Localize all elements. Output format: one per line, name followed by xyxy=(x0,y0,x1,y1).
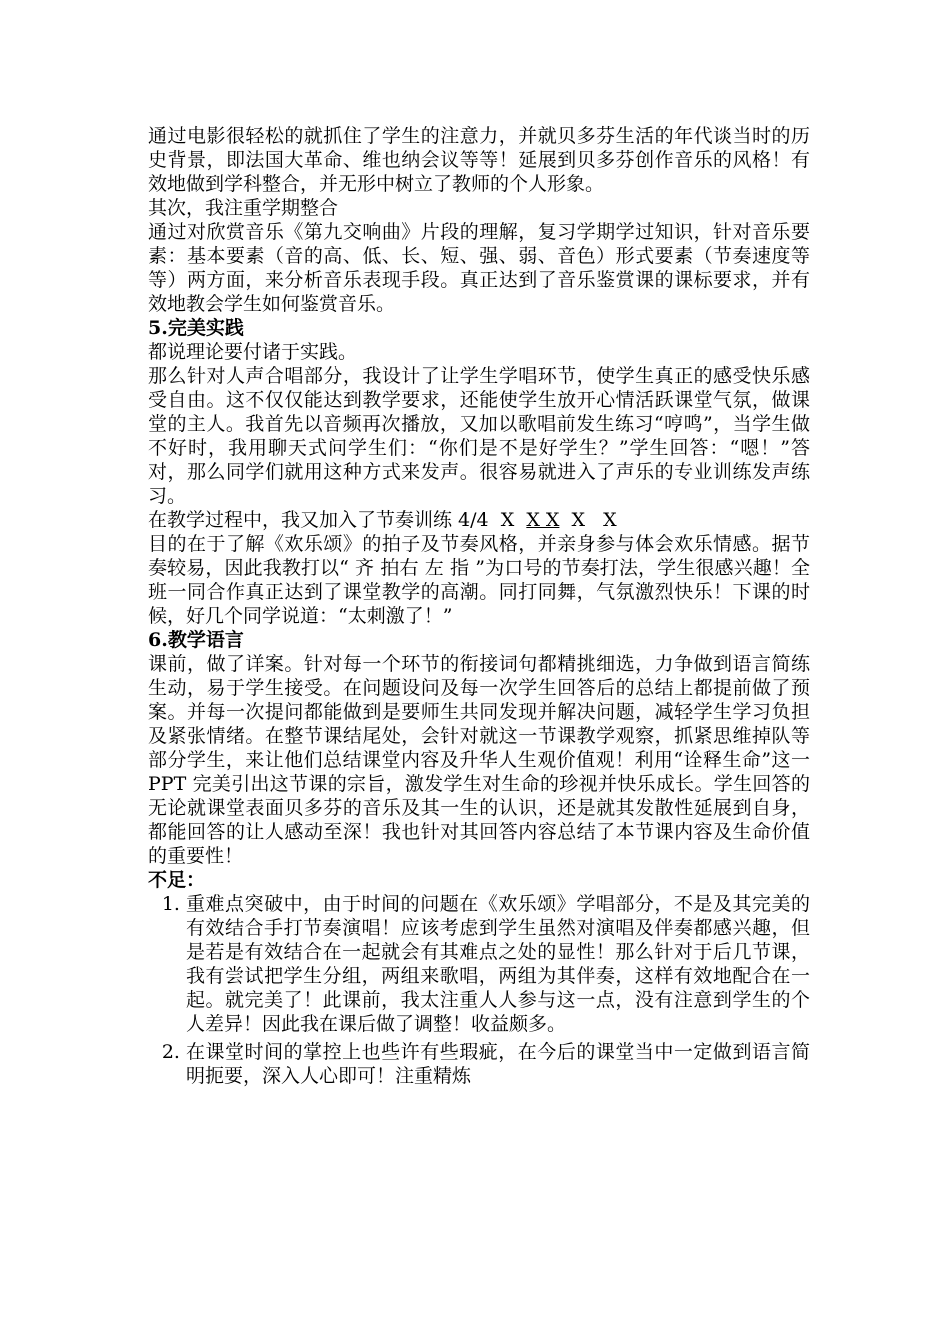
rhythm-prefix: 在教学过程中，我又加入了节奏训练 4/4 X xyxy=(148,509,527,531)
shortcomings-list xyxy=(148,892,810,1088)
section-5-heading: 5.完美实践 xyxy=(148,317,244,339)
section-5-paragraph-2: 那么针对人声合唱部分，我设计了让学生学唱环节，使学生真正的感受快乐感受自由。这不仅仅能达到教学要求，还能使学生放开心情活跃课堂气氛，做课堂的主人。我首先以音频再次播放，又加以歌唱前发生练习“哼鸣”，当学生做不好时，我用聊天式问学生们：“你们是不是好学生？”学生回答：“嗯！”答对，那么同学们就用这种方式来发声。很容易就进入了声乐的专业训练发声练习。 xyxy=(148,365,810,507)
section-5-paragraph-1: 都说理论要付诸于实践。 xyxy=(148,341,358,363)
rhythm-training-line xyxy=(148,508,810,532)
rhythm-underlined-beat: X X xyxy=(526,509,560,531)
section-5-paragraph-3: 目的在于了解《欢乐颂》的拍子及节奏风格，并亲身参与体会欢乐情感。据节奏较易，因此我教打以“ 齐 拍右 左 指 ”为口号的节奏打法，学生很感兴趣！全班一同合作真正达到了课堂教学的高潮。同打同舞，气氛激烈快乐！下课的时候，好几个同学说道：“太刺激了！” xyxy=(148,533,810,627)
section-6-heading: 6.教学语言 xyxy=(148,629,244,651)
document-page xyxy=(148,124,810,1092)
rhythm-suffix: X X xyxy=(559,509,617,531)
shortcomings-heading: 不足： xyxy=(148,869,206,891)
shortcomings-item-1: 1. 重难点突破中，由于时间的问题在《欢乐颂》学唱部分，不是及其完美的有效结合手打节奏演唱！应该考虑到学生虽然对演唱及伴奏都感兴趣，但是若是有效结合在一起就会有其难点之处的显性！那么针对于后几节课，我有尝试把学生分组，两组来歌唱，两组为其伴奏，这样有效地配合在一起。就完美了！此课前，我太注重人人参与这一点，没有注意到学生的个人差异！因此我在课后做了调整！收益颇多。 xyxy=(186,892,810,1036)
section-6-paragraph-1: 课前，做了详案。针对每一个环节的衔接词句都精挑细选，力争做到语言简练生动，易于学生接受。在问题设问及每一次学生回答后的总结上都提前做了预案。并每一次提问都能做到是要师生共同发现并解决问题，减轻学生学习负担及紧张情绪。在整节课结尾处，会针对就这一节课教学观察，抓紧思维掉队等部分学生，来让他们总结课堂内容及升华人生观价值观！利用“诠释生命”这一 PPT 完美引出这节课的宗旨，激发学生对生命的珍视并快乐成长。学生回答的无论就课堂表面贝多芬的音乐及其一生的认识，还是就其发散性延展到自身，都能回答的让人感动至深！我也针对其回答内容总结了本节课内容及生命价值的重要性！ xyxy=(148,653,810,867)
intro-paragraph-1: 通过电影很轻松的就抓住了学生的注意力，并就贝多芬生活的年代谈当时的历史背景，即法国大革命、维也纳会议等等！延展到贝多芬创作音乐的风格！有效地做到学科整合，并无形中树立了教师的个人形象。 xyxy=(148,125,810,195)
intro-paragraph-2: 其次，我注重学期整合 xyxy=(148,197,339,219)
intro-paragraph-3: 通过对欣赏音乐《第九交响曲》片段的理解，复习学期学过知识，针对音乐要素：基本要素（音的高、低、长、短、强、弱、音色）形式要素（节奏速度等等）两方面，来分析音乐表现手段。真正达到了音乐鉴赏课的课标要求，并有效地教会学生如何鉴赏音乐。 xyxy=(148,221,810,315)
shortcomings-item-2: 2. 在课堂时间的掌控上也些许有些瑕疵，在今后的课堂当中一定做到语言简明扼要，深入人心即可！注重精炼 xyxy=(186,1040,810,1088)
